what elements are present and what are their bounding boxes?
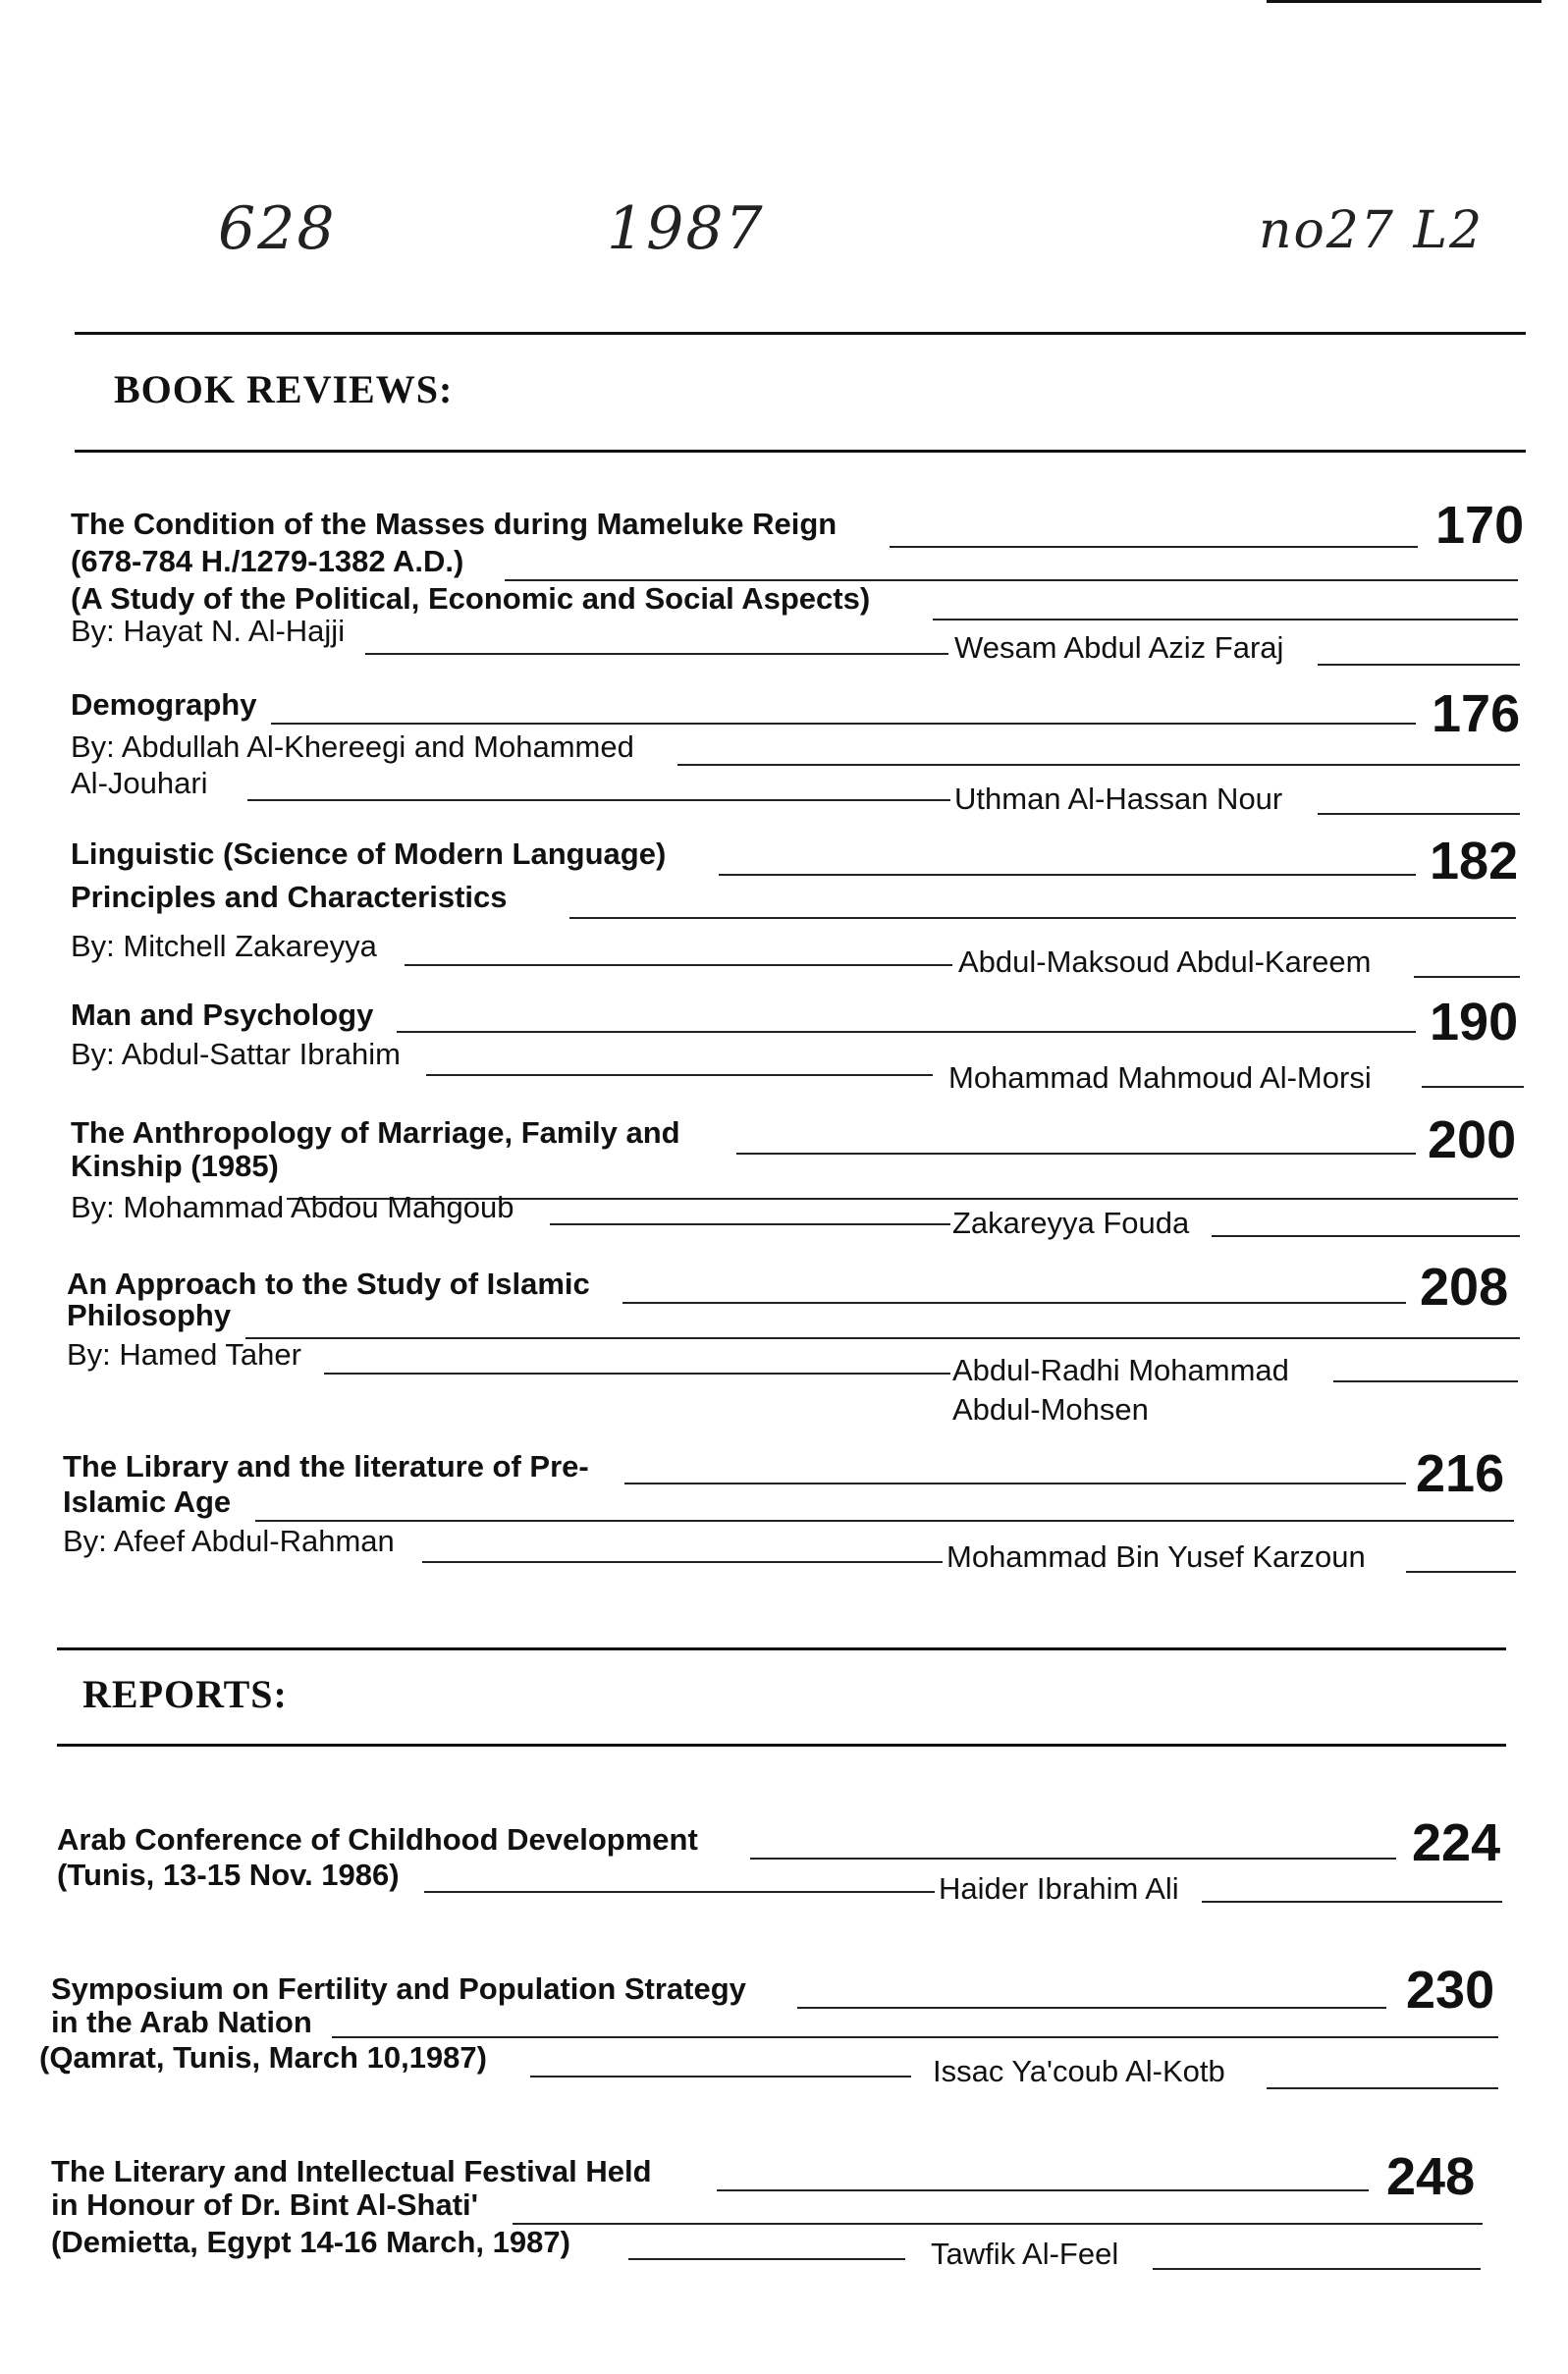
leader-line [1202,1901,1502,1903]
handwritten-number-left: 628 [218,194,337,263]
leader-line [397,1031,1416,1033]
entry-title-line: The Anthropology of Marriage, Family and [71,1115,680,1150]
entry-reviewer: Mohammad Bin Yusef Karzoun [946,1539,1366,1574]
leader-line [717,2189,1369,2191]
leader-line [933,619,1518,620]
leader-line [797,2007,1386,2009]
leader-line [255,1520,1514,1522]
leader-line [1333,1380,1518,1382]
entry-reviewer: Abdul-Radhi Mohammad [952,1353,1289,1387]
leader-line [1414,976,1520,978]
section-title-book-reviews: BOOK REVIEWS: [114,367,454,411]
entry-author: Al-Jouhari [71,766,208,800]
leader-line [890,546,1418,548]
entry-reviewer: Abdul-Maksoud Abdul-Kareem [958,944,1372,979]
entry-title-line: The Condition of the Masses during Mameluke Reign [71,507,838,541]
leader-line [1153,2268,1481,2270]
section-rule-bottom [57,1744,1506,1747]
entry-author: By: Mohammad Abdou Mahgoub [71,1190,514,1224]
leader-line [405,964,952,966]
leader-line [422,1561,943,1563]
entry-reviewer: Zakareyya Fouda [952,1206,1190,1240]
entry-title-line: Demography [71,687,257,722]
leader-line [750,1858,1396,1860]
entry-reviewer: Wesam Abdul Aziz Faraj [954,630,1284,665]
entry-reviewer: Issac Ya'coub Al-Kotb [933,2054,1225,2088]
leader-line [569,917,1516,919]
page-number: 224 [1412,1813,1501,1872]
leader-line [247,799,950,801]
leader-line [271,723,1416,725]
leader-line [677,764,1520,766]
entry-author: By: Afeef Abdul-Rahman [63,1524,395,1558]
entry-reviewer: Haider Ibrahim Ali [939,1871,1179,1906]
leader-line [1318,813,1520,815]
section-rule-bottom [75,450,1526,453]
entry-author: By: Abdullah Al-Khereegi and Mohammed [71,729,634,764]
leader-line [332,2036,1498,2038]
page-number: 176 [1432,684,1521,743]
page-number: 208 [1420,1258,1509,1317]
entry-title-line: Symposium on Fertility and Population Strategy [51,1971,746,2006]
entry-title-line: (678-784 H./1279-1382 A.D.) [71,544,464,578]
leader-line [624,1483,1406,1484]
handwritten-year: 1987 [607,194,765,263]
leader-line [245,1337,1520,1339]
leader-line [424,1891,935,1893]
leader-line [736,1153,1416,1155]
page-number: 200 [1428,1110,1517,1169]
entry-title-line: Linguistic (Science of Modern Language) [71,836,667,871]
entry-reviewer: Mohammad Mahmoud Al-Morsi [948,1060,1372,1095]
page-number: 248 [1386,2147,1476,2206]
entry-title-line: An Approach to the Study of Islamic [67,1267,590,1301]
leader-line [622,1302,1406,1304]
entry-reviewer: Tawfik Al-Feel [931,2237,1119,2271]
leader-line [513,2223,1483,2225]
entry-title-line: Kinship (1985) [71,1149,279,1183]
entry-title-line: (Qamrat, Tunis, March 10,1987) [39,2040,487,2075]
entry-author: By: Hamed Taher [67,1337,301,1372]
leader-line [530,2076,911,2077]
leader-line [1422,1086,1524,1088]
entry-title-line: in Honour of Dr. Bint Al-Shati' [51,2187,479,2222]
page-number: 170 [1435,496,1525,555]
leader-line [550,1223,950,1225]
section-rule-top [75,332,1526,335]
leader-line [324,1373,950,1375]
entry-title-line: Arab Conference of Childhood Development [57,1822,698,1857]
entry-title-line: The Literary and Intellectual Festival Held [51,2154,652,2188]
entry-author: By: Mitchell Zakareyya [71,929,377,963]
page-number: 182 [1430,832,1519,890]
entry-title-line: (Demietta, Egypt 14-16 March, 1987) [51,2225,570,2259]
leader-line [1267,2087,1498,2089]
leader-line [1406,1571,1516,1573]
entry-title-line: The Library and the literature of Pre- [63,1449,589,1484]
entry-title-line: Philosophy [67,1298,232,1332]
entry-title-line: Islamic Age [63,1484,232,1519]
leader-line [719,874,1416,876]
handwritten-issue: no27 L2 [1259,201,1485,260]
section-rule-top [57,1647,1506,1650]
leader-line [426,1074,933,1076]
page-number: 216 [1416,1444,1505,1503]
entry-title-line: Man and Psychology [71,998,374,1032]
page-number: 190 [1430,993,1519,1052]
corner-rule [1267,0,1541,3]
entry-title-line: (Tunis, 13-15 Nov. 1986) [57,1858,400,1892]
entry-title-line: Principles and Characteristics [71,880,508,914]
entry-title-line: (A Study of the Political, Economic and Social Aspects) [71,581,871,616]
leader-line [365,653,948,655]
leader-line [1212,1235,1520,1237]
leader-line [1318,664,1520,666]
page-number: 230 [1406,1961,1495,2020]
section-title-reports: REPORTS: [82,1672,288,1716]
leader-line [628,2258,905,2260]
entry-reviewer-cont: Abdul-Mohsen [952,1392,1149,1427]
entry-title-line: in the Arab Nation [51,2005,312,2039]
entry-author: By: Hayat N. Al-Hajji [71,614,346,648]
entry-reviewer: Uthman Al-Hassan Nour [954,782,1283,816]
entry-author: By: Abdul-Sattar Ibrahim [71,1037,401,1071]
